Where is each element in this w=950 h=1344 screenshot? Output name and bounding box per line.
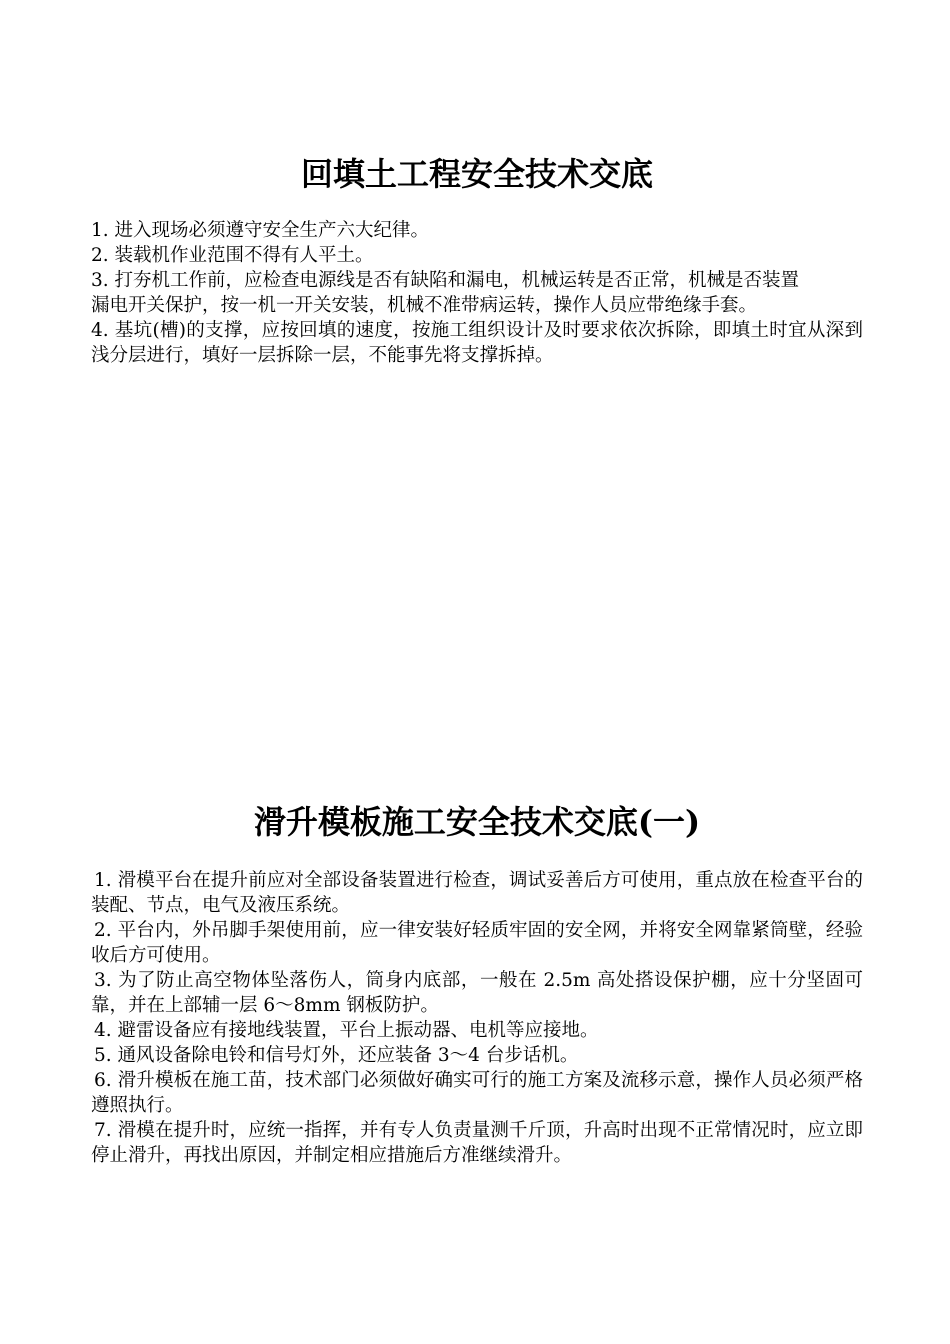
section-backfill-safety [91,154,863,368]
slipform-item-2: 2. 平台内，外吊脚手架使用前，应一律安装好轻质牢固的安全网，并将安全网靠紧筒壁，经验收后方可使用。 [91,920,863,966]
backfill-item-1: 1. 进入现场必须遵守安全生产六大纪律。 [91,220,430,241]
section-slipform-safety [91,802,863,1168]
slipform-item-1: 1. 滑模平台在提升前应对全部设备装置进行检查，调试妥善后方可使用，重点放在检查平台的装配、节点，电气及液压系统。 [91,870,863,916]
backfill-item-4: 4. 基坑(槽)的支撑，应按回填的速度，按施工组织设计及时要求依次拆除，即填土时宜从深到浅分层进行，填好一层拆除一层，不能事先将支撑拆掉。 [91,320,863,366]
backfill-item-2: 2. 装载机作业范围不得有人平土。 [91,245,374,266]
backfill-item-3: 3. 打夯机工作前，应检查电源线是否有缺陷和漏电，机械运转是否正常，机械是否装置 [91,270,800,291]
section-title-backfill: 回填土工程安全技术交底 [300,155,653,193]
slipform-item-6: 6. 滑升模板在施工苗，技术部门必须做好确实可行的施工方案及流移示意，操作人员必须严格遵照执行。 [91,1070,863,1116]
slipform-item-4: 4. 避雷设备应有接地线装置，平台上振动器、电机等应接地。 [94,1020,599,1041]
backfill-item-3-continued: 漏电开关保护，按一机一开关安装，机械不准带病运转，操作人员应带绝缘手套。 [91,295,758,316]
slipform-item-3: 3. 为了防止高空物体坠落伤人，筒身内底部，一般在 2.5m 高处搭设保护棚，应十分坚固可靠，并在上部辅一层 6～8mm 钢板防护。 [91,970,863,1016]
slipform-item-7: 7. 滑模在提升时，应统一指挥，并有专人负责量测千斤顶，升高时出现不正常情况时，应立即停止滑升，再找出原因，并制定相应措施后方准继续滑升。 [91,1120,863,1166]
section-title-slipform: 滑升模板施工安全技术交底(一) [253,803,701,841]
slipform-item-5: 5. 通风设备除电铃和信号灯外，还应装备 3～4 台步话机。 [94,1045,579,1066]
